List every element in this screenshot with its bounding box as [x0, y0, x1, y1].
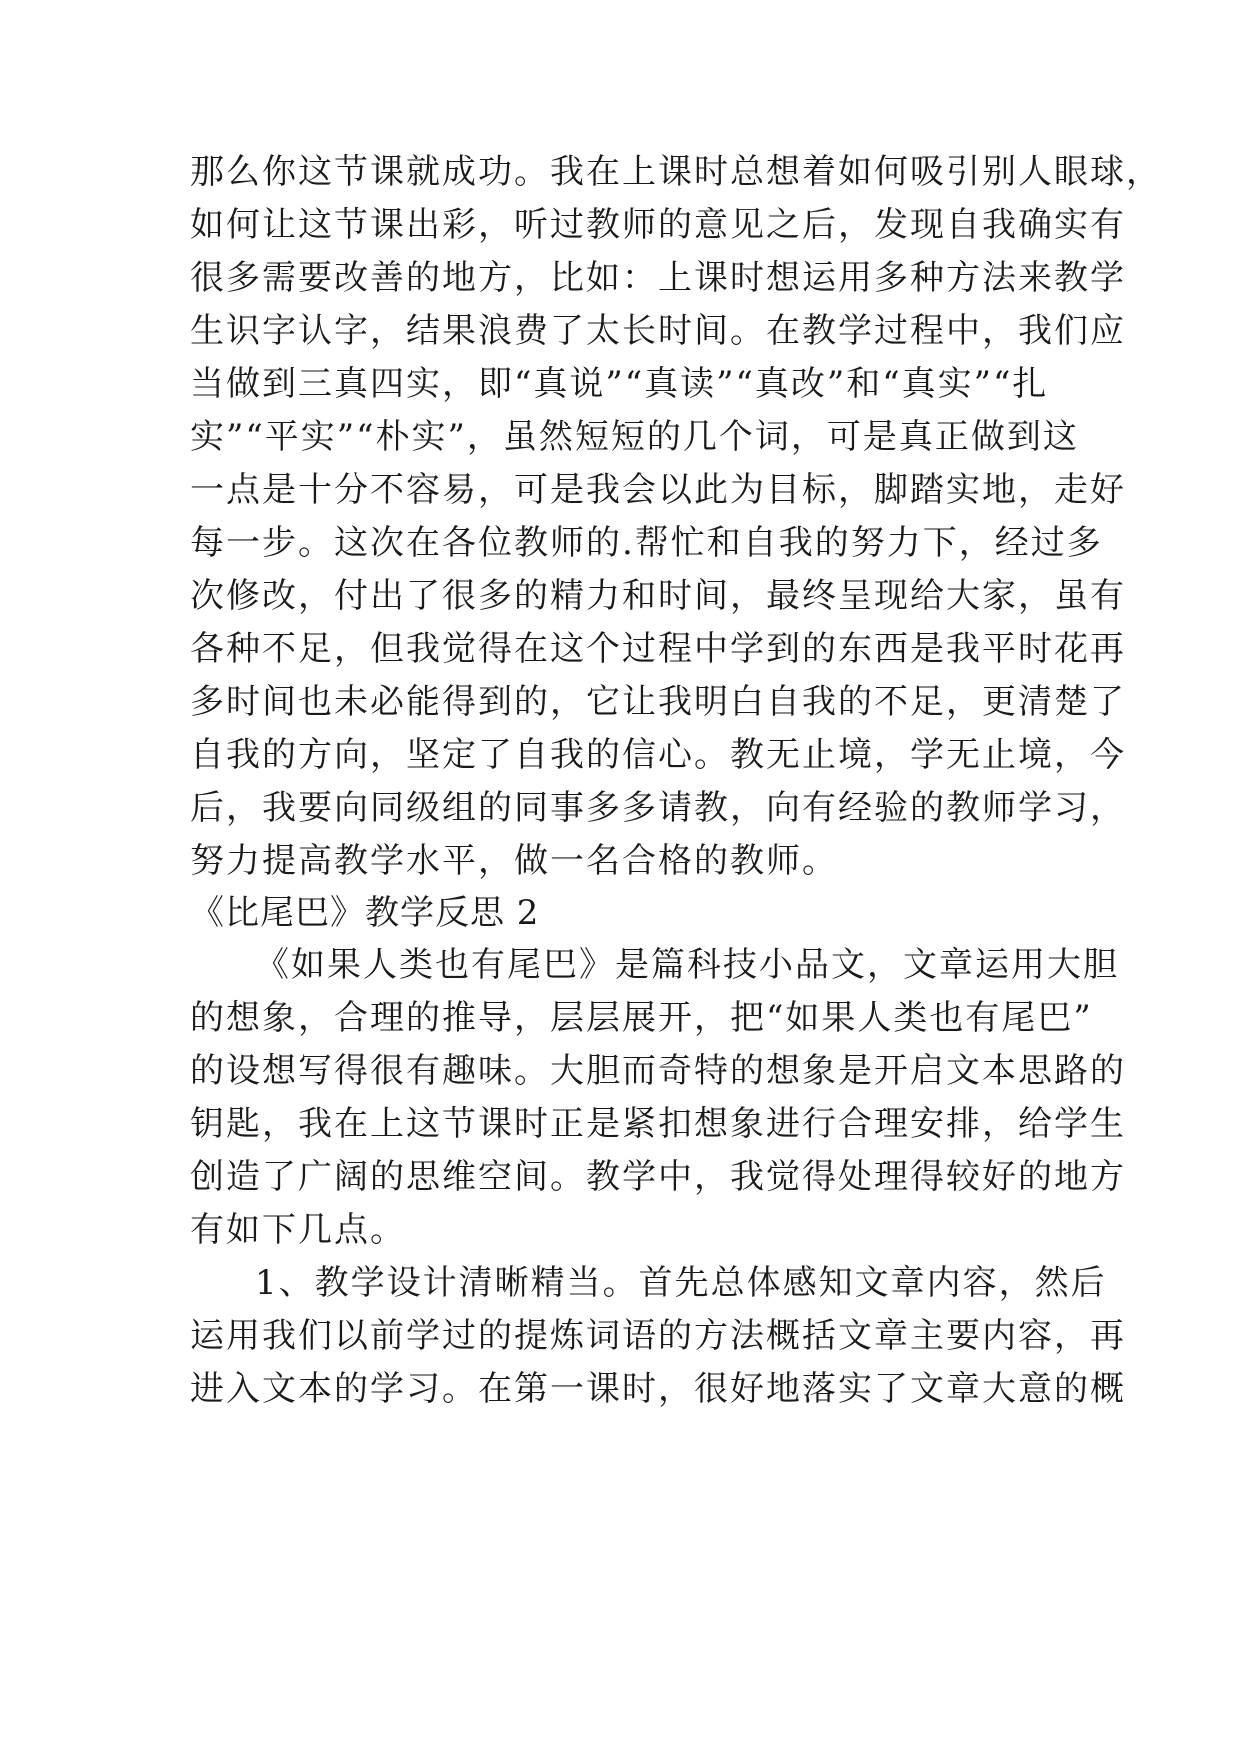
- text-line: 的设想写得很有趣味。大胆而奇特的想象是开启文本思路的: [190, 1051, 1126, 1091]
- text-line: 努力提高教学水平，做一名合格的教师。: [190, 841, 838, 881]
- text-line: 各种不足，但我觉得在这个过程中学到的东西是我平时花再: [190, 629, 1126, 669]
- text-line: 每一步。这次在各位教师的.帮忙和自我的努力下，经过多: [190, 523, 1103, 563]
- text-line: 实”“平实”“朴实”，虽然短短的几个词，可是真正做到这: [190, 417, 1079, 457]
- text-line: 那么你这节课就成功。我在上课时总想着如何吸引别人眼球，: [190, 152, 1162, 192]
- text-line: 后，我要向同级组的同事多多请教，向有经验的教师学习，: [190, 788, 1126, 828]
- text-line: 《如果人类也有尾巴》是篇科技小品文，文章运用大胆: [255, 945, 1119, 985]
- text-line: 1、教学设计清晰精当。首先总体感知文章内容，然后: [255, 1263, 1107, 1303]
- text-line: 钥匙，我在上这节课时正是紧扣想象进行合理安排，给学生: [190, 1104, 1126, 1144]
- text-line: 有如下几点。: [190, 1210, 406, 1250]
- text-line: 当做到三真四实，即“真说”“真读”“真改”和“真实”“扎: [190, 364, 1049, 404]
- text-line: 一点是十分不容易，可是我会以此为目标，脚踏实地，走好: [190, 470, 1126, 510]
- text-line: 进入文本的学习。在第一课时，很好地落实了文章大意的概: [190, 1369, 1126, 1409]
- text-line: 创造了广阔的思维空间。教学中，我觉得处理得较好的地方: [190, 1157, 1126, 1197]
- text-line: 的想象，合理的推导，层层展开，把“如果人类也有尾巴”: [190, 998, 1093, 1038]
- text-line: 运用我们以前学过的提炼词语的方法概括文章主要内容，再: [190, 1316, 1126, 1356]
- text-line: 自我的方向，坚定了自我的信心。教无止境，学无止境，今: [190, 735, 1126, 775]
- text-line: 如何让这节课出彩，听过教师的意见之后，发现自我确实有: [190, 205, 1126, 245]
- text-line: 生识字认字，结果浪费了太长时间。在教学过程中，我们应: [190, 311, 1126, 351]
- section-heading: 《比尾巴》教学反思 2: [190, 893, 540, 933]
- text-line: 次修改，付出了很多的精力和时间，最终呈现给大家，虽有: [190, 576, 1126, 616]
- text-line: 多时间也未必能得到的，它让我明白自我的不足，更清楚了: [190, 682, 1126, 722]
- text-line: 很多需要改善的地方，比如：上课时想运用多种方法来教学: [190, 258, 1126, 298]
